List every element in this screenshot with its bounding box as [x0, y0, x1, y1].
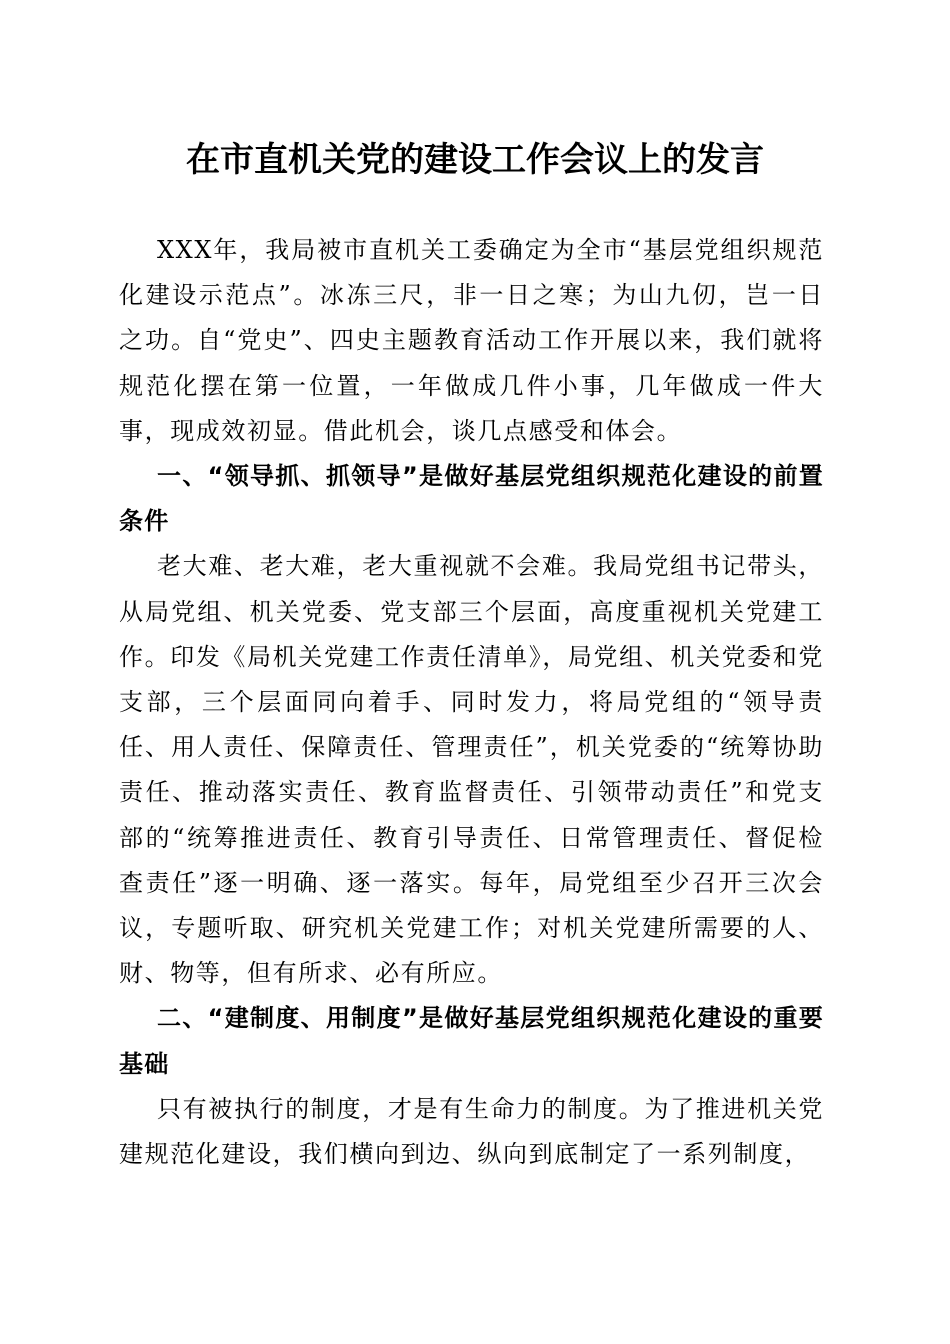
- section-heading-1: 一、“领导抓、抓领导”是做好基层党组织规范化建设的前置条件: [119, 462, 824, 536]
- intro-paragraph: XXX年，我局被市直机关工委确定为全市“基层党组织规范化建设示范点”。冰冻三尺，非一日之寒；为山九仞，岂一日之功。自“党史”、四史主题教育活动工作开展以来，我们就将规范化摆在第一位置，一年做成几件小事，几年做成一件大事，现成效初显。借此机会，谈几点感受和体会。: [119, 236, 824, 445]
- section-heading-2: 二、“建制度、用制度”是做好基层党组织规范化建设的重要基础: [119, 1004, 824, 1078]
- document-body: [119, 228, 824, 1177]
- section-1-paragraph: 老大难、老大难，老大重视就不会难。我局党组书记带头，从局党组、机关党委、党支部三个层面，高度重视机关党建工作。印发《局机关党建工作责任清单》，局党组、机关党委和党支部，三个层面同向着手、同时发力，将局党组的“领导责任、用人责任、保障责任、管理责任”，机关党委的“统筹协助责任、推动落实责任、教育监督责任、引领带动责任”和党支部的“统筹推进责任、教育引导责任、日常管理责任、督促检查责任”逐一明确、逐一落实。每年，局党组至少召开三次会议，专题听取、研究机关党建工作；对机关党建所需要的人、财、物等，但有所求、必有所应。: [119, 552, 824, 988]
- section-2-paragraph: 只有被执行的制度，才是有生命力的制度。为了推进机关党建规范化建设，我们横向到边、纵向到底制定了一系列制度，: [119, 1094, 824, 1169]
- document-title: 在市直机关党的建设工作会议上的发言: [186, 140, 764, 180]
